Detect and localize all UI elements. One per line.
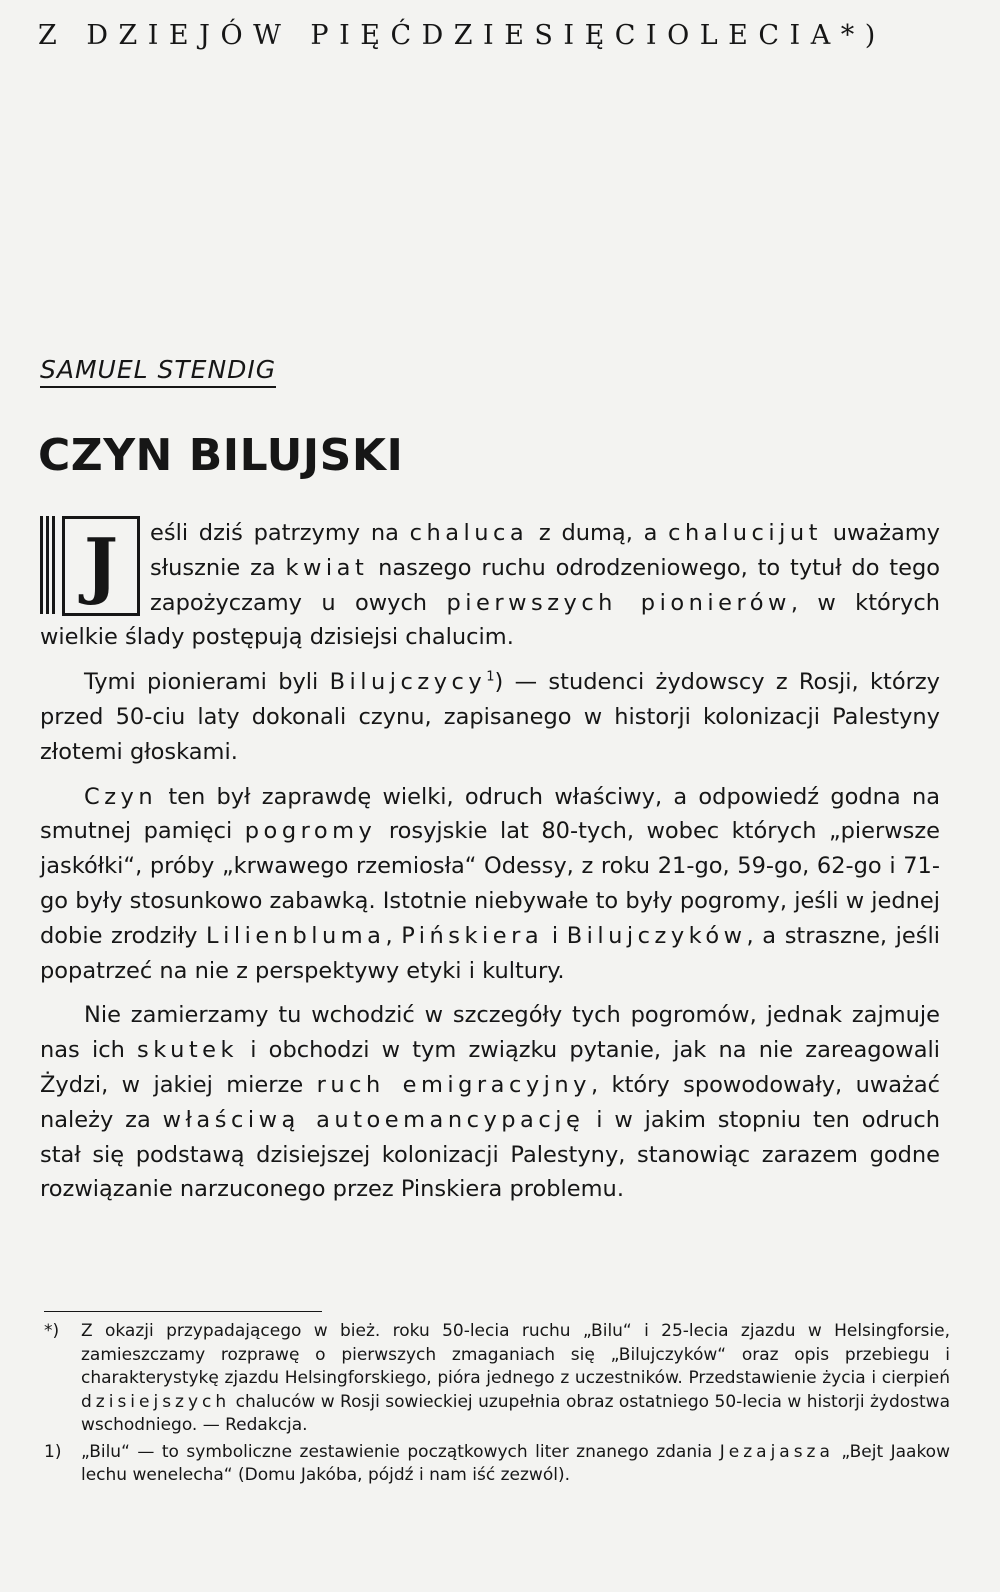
text-run: , w których wielkie ślady postępują dzisiejsi chalucim. [40,589,940,651]
text-run: , [385,922,402,949]
article-body [40,516,940,1217]
footnote-mark: *) [44,1321,60,1341]
text-run: , a straszne, jeśli popatrzeć na nie z perspektywy etyki i kultury. [40,922,940,984]
text-run: i obchodzi w tym związku pytanie, jak na nie zareagowali Żydzi, w jakiej mierze [40,1037,940,1098]
spaced-emphasis: pierwszych pionierów [446,589,791,616]
footnote-ref: 1 [486,669,495,685]
footnote-1 [44,1441,950,1488]
text-run: „Bejt Jaakow lechu wenelecha“ (Domu Jakóba, pójdź i nam iść zezwól). [81,1441,950,1485]
text-run: z dumą, a [528,520,669,546]
text-run: ten był zaprawdę wielki, odruch właściwy, a odpowiedź godna na smutnej pamięci [40,783,940,845]
paragraph-3 [40,780,940,989]
spaced-emphasis: Bilujczycy [329,669,487,696]
footnote-mark: 1) [44,1441,62,1462]
text-run: uważamy słusznie za [150,520,940,581]
drop-cap-ornament [40,516,56,614]
paragraph-1 [40,516,940,655]
text-run: naszego ruchu odrodzeniowego, to tytuł do tego zapożyczamy u owych [150,554,940,616]
text-run: i [543,922,567,949]
spaced-emphasis: chaluca [409,520,529,546]
running-head: Z DZIEJÓW PIĘĆDZIESIĘCIOLECIA*) [38,20,886,51]
spaced-emphasis: skutek [137,1037,239,1064]
spaced-emphasis: ruch emigracyjny [316,1071,591,1098]
text-run: eśli dziś patrzymy na [150,520,410,546]
spaced-emphasis: Lilienbluma [206,922,386,949]
spaced-emphasis: kwiat [285,554,369,581]
drop-cap-letter: J [83,522,119,607]
paragraph-4 [40,998,940,1207]
text-run: Tymi pionierami byli [84,669,330,696]
footnote-divider [44,1311,322,1312]
footnotes [44,1320,950,1491]
text-run: „Bilu“ — to symboliczne zestawienie początkowych liter znanego zdania [81,1441,720,1462]
spaced-emphasis: Jezajasza [719,1441,834,1462]
spaced-emphasis: chalucijut [668,520,822,546]
spaced-emphasis: Pińskiera [401,922,544,949]
spaced-emphasis: Bilujczyków [566,922,747,949]
spaced-emphasis: dzisiejszych [81,1391,231,1412]
text-run: Nie zamierzamy tu wchodzić w szczegóły tych pogromów, jednak zajmuje nas ich [40,1002,940,1064]
text-run: i w jakim stopniu ten odruch stał się podstawą dzisiejszej kolonizacji Palestyny, stanowiąc zarazem godne rozwiązanie narzuconego przez Pinskiera problemu. [40,1106,940,1203]
paragraph-2 [40,665,940,769]
drop-cap [40,516,140,614]
text-run: chaluców w Rosji sowieckiej uzupełnia obraz ostatniego 50-lecia w historji żydostwa wschodniego. — Redakcja. [81,1391,950,1435]
text-run: Z okazji przypadającego w bież. roku 50-lecia ruchu „Bilu“ i 25-lecia zjazdu w Helsingforsie, zamieszczamy rozprawę o pierwszych zmaganiach się „Bilujczyków“ oraz opis przebiegu i charakterystykę zjazdu Helsingforskiego, pióra jednego z uczestników. Przedstawienie życia i cierpień [81,1321,950,1388]
spaced-emphasis: pogromy [244,818,377,845]
spaced-emphasis: właściwą autoemancypację [162,1106,585,1133]
author-name: SAMUEL STENDIG [40,355,276,388]
footnote-editorial [44,1320,950,1438]
spaced-emphasis: Czyn [84,783,158,810]
text-run: rosyjskie lat 80-tych, wobec których „pierwsze jaskółki“, próby „krwawego rzemiosła“ Odessy, z roku 21-go, 59-go, 62-go i 71-go były stosunkowo zabawką. Istotnie niebywałe to były pogromy, jeśli w jednej dobie zrodziły [40,818,941,949]
article-title: CZYN BILUJSKI [38,430,404,481]
text-run: ) — studenci żydowscy z Rosji, którzy przed 50-ciu laty dokonali czynu, zapisanego w historji kolonizacji Palestyny złotemi głoskami. [40,669,940,765]
text-run: , który spowodowały, uważać należy za [40,1071,941,1133]
